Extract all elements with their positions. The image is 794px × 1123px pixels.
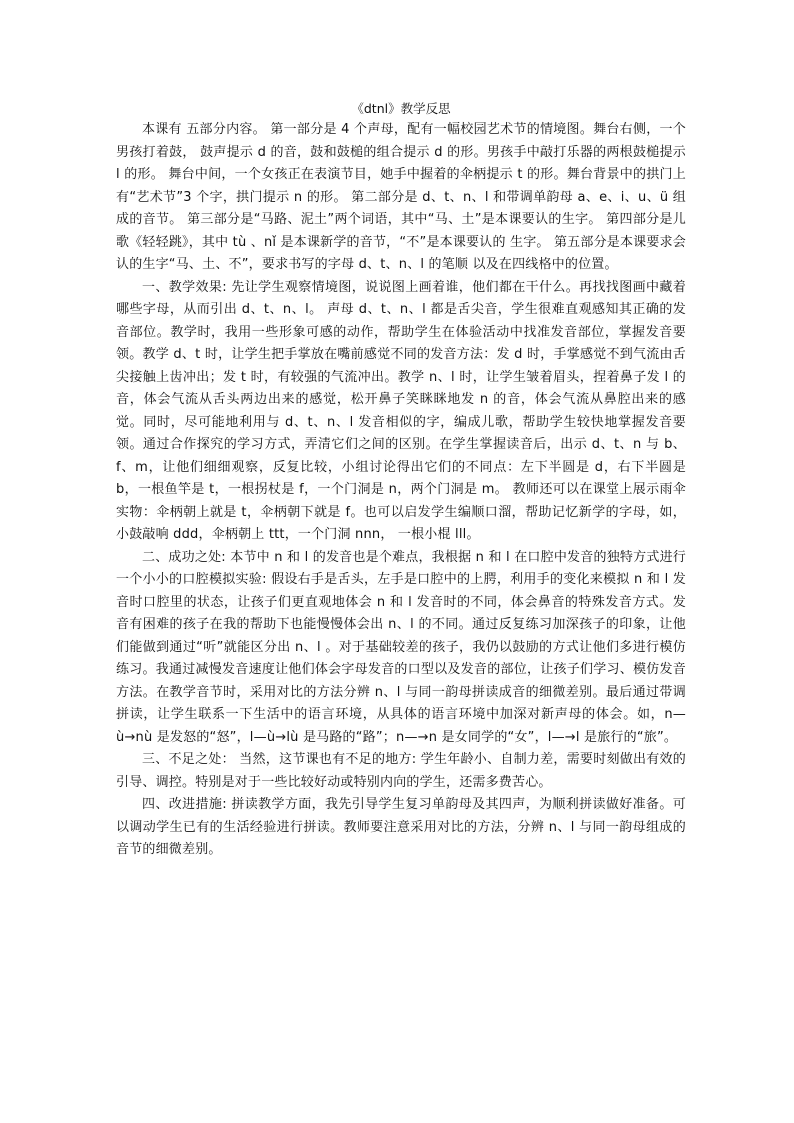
paragraph-overview: 本课有 五部分内容。 第一部分是 4 个声母，配有一幅校园艺术节的情境图。舞台右侧，一个男孩打着鼓， 鼓声提示 d 的音，鼓和鼓槌的组合提示 d 的形。男孩手中敲打乐器的两根鼓槌提示 l 的形。 舞台中间，一个女孩正在表演节目，她手中握着的伞柄提示 t 的形。舞台背景中的拱门上 有“艺术节”3 个字，拱门提示 n 的形。 第二部分是 d、t、n、l 和带调单韵母 a、e、i、u、ü 组成的音节。 第三部分是“马路、泥土”两个词语，其中“马、土”是本课要认的生字。 第四部分是儿歌《轻轻跳》，其中 tù 、nǐ 是本课新学的音节，“不”是本课要认的 生字。 第五部分是本课要求会认的生字“马、土、不”，要求书写的字母 d、t、n、l 的笔顺 以及在四线格中的位置。 [116, 122, 686, 272]
document-title: 《dtnl》教学反思 [351, 101, 451, 116]
document-page [116, 99, 686, 862]
paragraph-successes: 二、成功之处: 本节中 n 和 l 的发音也是个难点，我根据 n 和 l 在口腔中发音的独特方式进行一个小小的口腔模拟实验: 假设右手是舌头，左手是口腔中的上腭，利用手的变化来模拟 n 和 l 发音时口腔里的状态，让孩子们更直观地体会 n 和 l 发音时的不同，体会鼻音的特殊发音方式。发音有困难的孩子在我的帮助下也能慢慢体会出 n、l 的不同。通过反复练习加深孩子的印象，让他们能做到通过“听”就能区分出 n、l 。对于基础较差的孩子，我仍以鼓励的方式让他们多进行模仿练习。我通过减慢发音速度让他们体会字母发音的口型以及发音的部位，让孩子们学习、模仿发音方法。在教学音节时，采用对比的方法分辨 n、l 与同一韵母拼读成音的细微差别。最后通过带调拼读，让学生联系一下生活中的语言环境，从具体的语言环境中加深对新声母的体会。如，n—ù→nù 是发怒的“怒”，l—ù→lù 是马路的“路”；n—→n 是女同学的“女”，l—→l 是旅行的“旅”。 [116, 549, 686, 745]
paragraph-shortcomings: 三、不足之处： 当然，这节课也有不足的地方: 学生年龄小、自制力差，需要时刻做出有效的引导、调控。特别是对于一些比较好动或特别内向的学生，还需多费苦心。 [116, 752, 686, 790]
paragraph-teaching-effect: 一、教学效果: 先让学生观察情境图，说说图上画着谁，他们都在干什么。再找找图画中藏着哪些字母，从而引出 d、t、n、l。 声母 d、t、n、l 都是舌尖音，学生很难直观感知其正确的发音部位。教学时，我用一些形象可感的动作，帮助学生在体验活动中找准发音部位，掌握发音要领。教学 d、t 时，让学生把手掌放在嘴前感觉不同的发音方法：发 d 时，手掌感觉不到气流由舌尖接触上齿冲出；发 t 时，有较强的气流冲出。教学 n、l 时，让学生皱着眉头，捏着鼻子发 l 的音，体会气流从舌头两边出来的感觉，松开鼻子笑眯眯地发 n 的音，体会气流从鼻腔出来的感觉。同时，尽可能地利用与 d、t、n、l 发音相似的字，编成儿歌，帮助学生较快地掌握发音要领。通过合作探究的学习方式，弄清它们之间的区别。在学生掌握读音后，出示 d、t、n 与 b、 f、m，让他们细细观察，反复比较，小组讨论得出它们的不同点：左下半圆是 d，右下半圆是 b，一根鱼竿是 t，一根拐杖是 f，一个门洞是 n，两个门洞是 m。 教师还可以在课堂上展示雨伞实物：伞柄朝上就是 t，伞柄朝下就是 f。也可以启发学生编顺口溜，帮助记忆新学的字母，如，小鼓敲响 ddd，伞柄朝上 ttt，一个门洞 nnn， 一根小棍 lll。 [116, 279, 686, 542]
paragraph-improvements: 四、改进措施: 拼读教学方面，我先引导学生复习单韵母及其四声，为顺利拼读做好准备。可以调动学生已有的生活经验进行拼读。教师要注意采用对比的方法，分辨 n、l 与同一韵母组成的音节的细微差别。 [116, 797, 686, 857]
